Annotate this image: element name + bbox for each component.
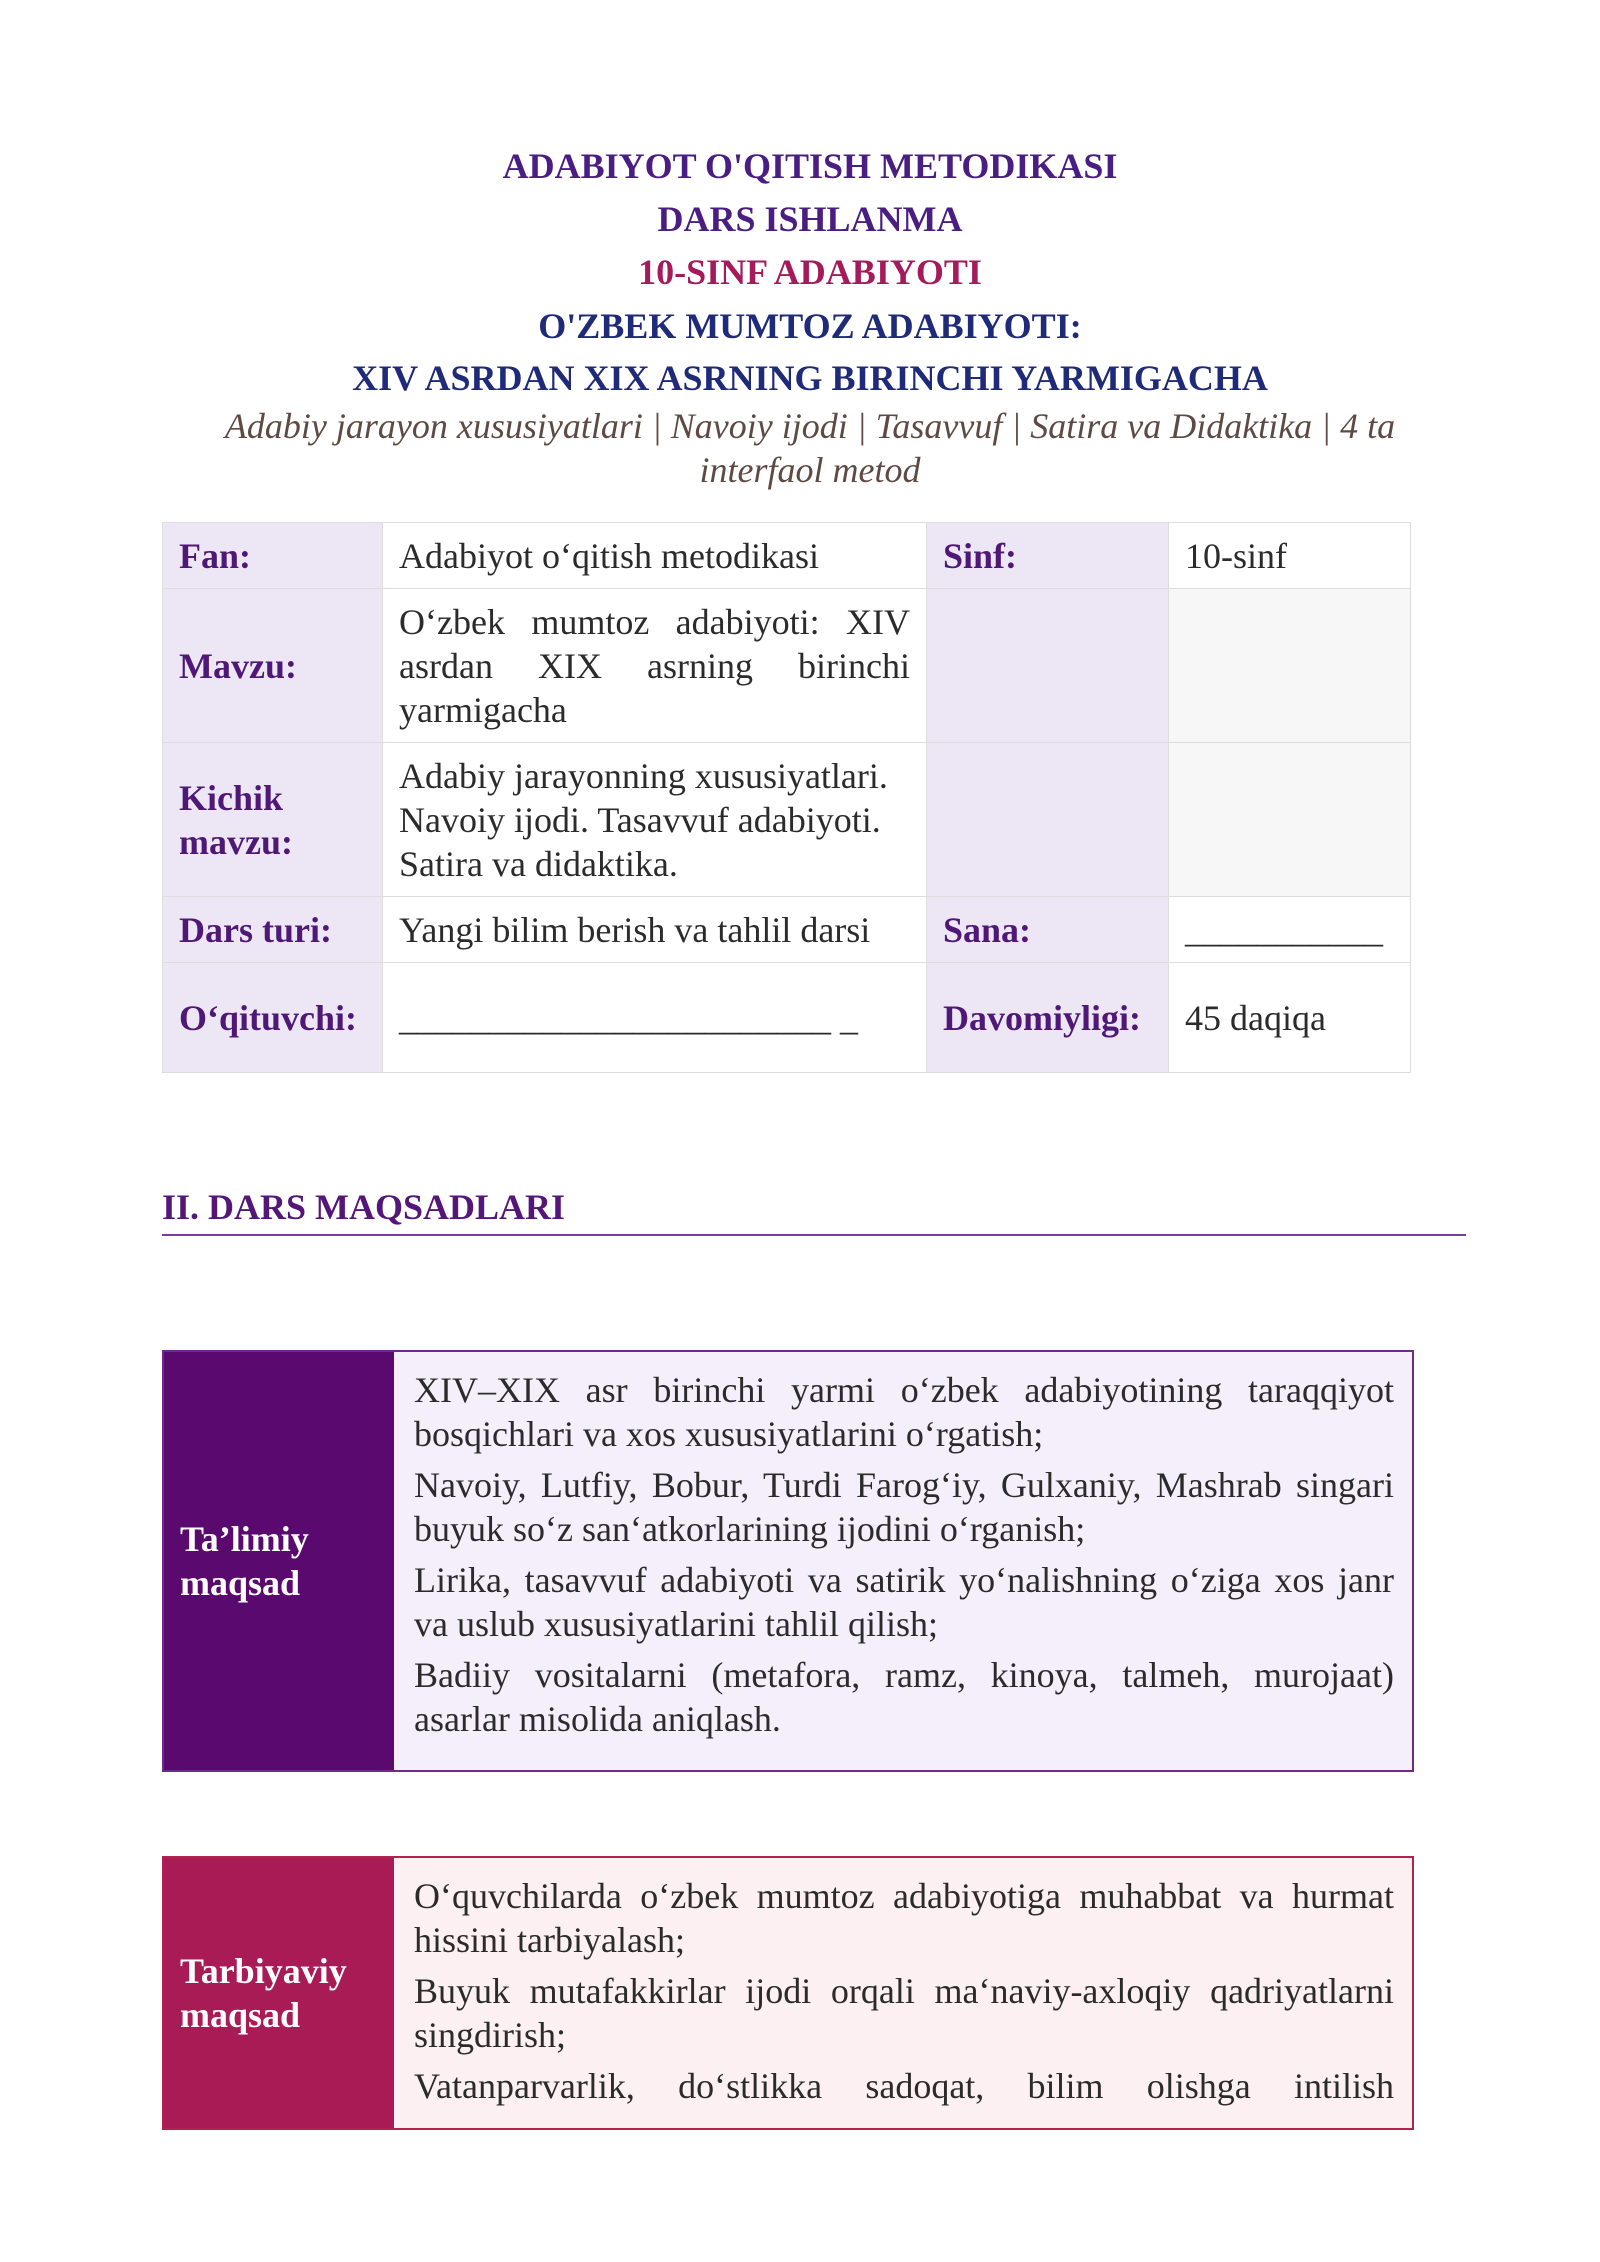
goal-item: Buyuk mutafakkirlar ijodi orqali ma‘naviy-axloqiy qadriyatlarni singdirish; (414, 1971, 1394, 2055)
goal-title: Ta’limiy maqsad (180, 1519, 309, 1603)
doc-title-line-1: ADABIYOT O'QITISH METODIKASI (502, 146, 1118, 186)
table-row (163, 963, 1411, 1073)
sinf-value: 10-sinf (1169, 523, 1411, 589)
sana-value: ___________ (1169, 897, 1411, 963)
fan-value: Adabiyot o‘qitish metodikasi (383, 523, 927, 589)
davomiyligi-label: Davomiyligi: (927, 963, 1169, 1073)
doc-title-line-3: 10-SINF ADABIYOTI (638, 252, 982, 292)
oqituvchi-label: O‘qituvchi: (163, 963, 383, 1073)
kichik-mavzu-label: Kichik mavzu: (163, 743, 383, 897)
fan-label: Fan: (163, 523, 383, 589)
dars-turi-value: Yangi bilim berish va tahlil darsi (383, 897, 927, 963)
lesson-info-table (162, 522, 1411, 1073)
educational-goal-block (162, 1350, 1414, 1772)
doc-title-line-2: DARS ISHLANMA (657, 199, 963, 239)
goal-header (164, 1352, 394, 1770)
table-row (163, 589, 1411, 743)
goal-header (164, 1858, 394, 2128)
empty-cell (927, 589, 1169, 743)
empty-cell (1169, 589, 1411, 743)
table-row (163, 897, 1411, 963)
table-row (163, 743, 1411, 897)
empty-cell (927, 743, 1169, 897)
dars-turi-label: Dars turi: (163, 897, 383, 963)
doc-title-line-5: XIV ASRDAN XIX ASRNING BIRINCHI YARMIGACHA (352, 358, 1268, 398)
sinf-label: Sinf: (927, 523, 1169, 589)
goal-item: Vatanparvarlik, do‘stlikka sadoqat, bilim olishga intilish (414, 2066, 1394, 2106)
table-row (163, 523, 1411, 589)
oqituvchi-value: ________________________ _ (383, 963, 927, 1073)
goal-item: O‘quvchilarda o‘zbek mumtoz adabiyotiga muhabbat va hurmat hissini tarbiyalash; (414, 1876, 1394, 1960)
goal-item: XIV–XIX asr birinchi yarmi o‘zbek adabiyotining taraqqiyot bosqichlari va xos xususiyatlarini o‘rgatish; (414, 1370, 1394, 1454)
upbringing-goal-block (162, 1856, 1414, 2130)
davomiyligi-value: 45 daqiqa (1169, 963, 1411, 1073)
goal-body (394, 1352, 1412, 1770)
goal-title: Tarbiyaviy maqsad (180, 1951, 347, 2035)
doc-subtitle: Adabiy jarayon xususiyatlari | Navoiy ijodi | Tasavvuf | Satira va Didaktika | 4 ta interfaol metod (224, 406, 1396, 490)
mavzu-label: Mavzu: (163, 589, 383, 743)
kichik-mavzu-value: Adabiy jarayonning xususiyatlari. Navoiy ijodi. Tasavvuf adabiyoti. Satira va didaktika. (383, 743, 927, 897)
sana-label: Sana: (927, 897, 1169, 963)
goal-item: Navoiy, Lutfiy, Bobur, Turdi Farog‘iy, Gulxaniy, Mashrab singari buyuk so‘z san‘atkorlarining ijodini o‘rganish; (414, 1465, 1394, 1549)
section-title: II. DARS MAQSADLARI (162, 1182, 1466, 1236)
goal-item: Lirika, tasavvuf adabiyoti va satirik yo‘nalishning o‘ziga xos janr va uslub xususiyatlarini tahlil qilish; (414, 1560, 1394, 1644)
mavzu-value: O‘zbek mumtoz adabiyoti: XIV asrdan XIX asrning birinchi yarmigacha (383, 589, 927, 743)
doc-title-line-4: O'ZBEK MUMTOZ ADABIYOTI: (538, 306, 1082, 346)
goal-body (394, 1858, 1412, 2128)
empty-cell (1169, 743, 1411, 897)
goal-item: Badiiy vositalarni (metafora, ramz, kinoya, talmeh, murojaat) asarlar misolida aniqlash. (414, 1655, 1394, 1739)
